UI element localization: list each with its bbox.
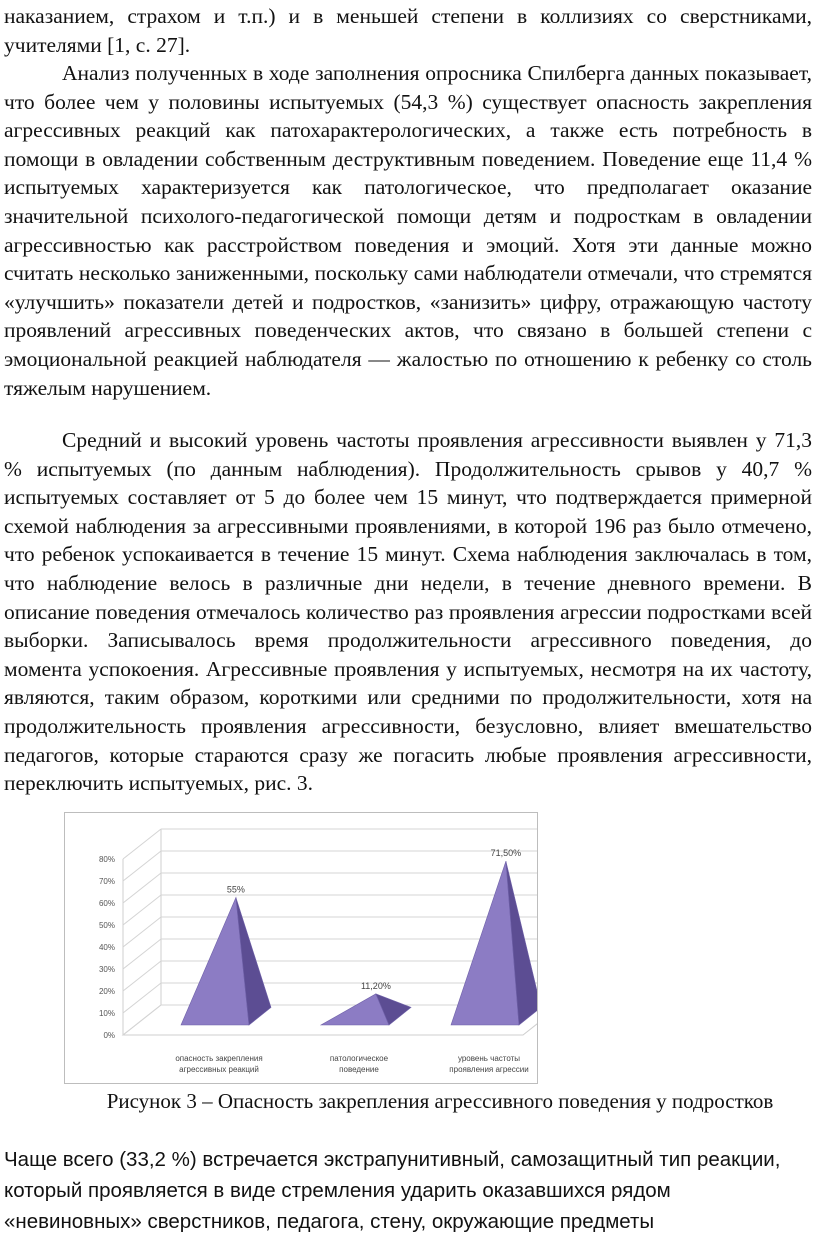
pyramid-chart (65, 813, 537, 1083)
category-label: агрессивных реакций (179, 1065, 259, 1074)
category-label: уровень частоты (457, 1054, 521, 1063)
gridline-side (123, 895, 161, 925)
y-tick-label: 20% (98, 987, 115, 996)
gridline-side (123, 983, 161, 1013)
y-tick-label: 0% (103, 1031, 115, 1040)
figure-3-chart (64, 812, 538, 1084)
data-label: 71,50% (490, 848, 522, 859)
y-tick-label: 80% (98, 855, 115, 864)
figure-caption: Рисунок 3 – Опасность закрепления агрессивного поведения у подростков (106, 1089, 774, 1113)
data-label: 11,20% (360, 980, 391, 991)
gridline-side (123, 851, 161, 881)
gridline-side (123, 829, 161, 859)
y-tick-label: 30% (98, 965, 115, 974)
paragraph-3: Средний и высокий уровень частоты проявления агрессивности выявлен у 71,3 % испытуемых (по данным наблюдения). Продолжительность срывов у 40,7 % испытуемых составляет от 5 до более чем 15 минут, что подтверждается примерной схемой наблюдения за агрессивными проявлениями, в которой 196 раз было отмечено, что ребенок успокаивается в течение 15 минут. Схема наблюдения заключалась в том, что наблюдение велось в различные дни недели, в течение дневного времени. В описание поведения отмечалось количество раз проявления агрессии подростками всей выборки. Записывалось время продолжительности агрессивного поведения, до момента успокоения. Агрессивные проявления у испытуемых, несмотря на их частоту, являются, таким образом, короткими или средними по продолжительности, хотя на продолжительность проявления агрессивности, безусловно, влияет вмешательство педагогов, которые стараются сразу же погасить любые проявления агрессивности, переключить испытуемых, рис. 3. (4, 428, 812, 796)
y-tick-label: 70% (98, 877, 115, 886)
gridline-side (123, 1005, 161, 1035)
paragraph-2: Анализ полученных в ходе заполнения опросника Спилберга данных показывает, что более чем у половины испытуемых (54,3 %) существует опасность закрепления агрессивных реакций как патохарактерологических, а также есть потребность в помощи в овладении собственным деструктивным поведением. Поведение еще 11,4 % испытуемых характеризуется как патологическое, что предполагает оказание значительной психолого-педагогической помощи детям и подросткам в овладении агрессивностью как расстройством поведения и эмоций. Хотя эти данные можно считать несколько заниженными, поскольку сами наблюдатели отмечали, что стремятся «улучшить» показатели детей и подростков, «занизить» цифру, отражающую частоту проявлений агрессивных поведенческих актов, что связано в большей степени с эмоциональной реакцией наблюдателя — жалостью по отношению к ребенку со столь тяжелым нарушением. (4, 61, 812, 400)
gridline-side (123, 873, 161, 903)
y-tick-label: 50% (98, 921, 115, 930)
y-tick-label: 10% (98, 1009, 115, 1018)
gridline-side (123, 917, 161, 947)
category-label: опасность закрепления (175, 1054, 263, 1063)
gridline-side (123, 961, 161, 991)
y-tick-label: 60% (98, 899, 115, 908)
paragraph-1: наказанием, страхом и т.п.) и в меньшей степени в коллизиях со сверстниками, учителями [1, с. 27]. (4, 4, 812, 57)
data-label: 55% (226, 884, 245, 895)
y-tick-label: 40% (98, 943, 115, 952)
gridline-side (123, 939, 161, 969)
category-label: поведение (339, 1065, 379, 1074)
category-label: проявления агрессии (449, 1065, 529, 1074)
category-label: патологическое (329, 1054, 389, 1063)
closing-paragraph: Чаще всего (33,2 %) встречается экстрапунитивный, самозащитный тип реакции, который проявляется в виде стремления ударить оказавшихся рядом «невиновных» сверстников, педагога, стену, окружающие предметы (4, 1148, 781, 1233)
